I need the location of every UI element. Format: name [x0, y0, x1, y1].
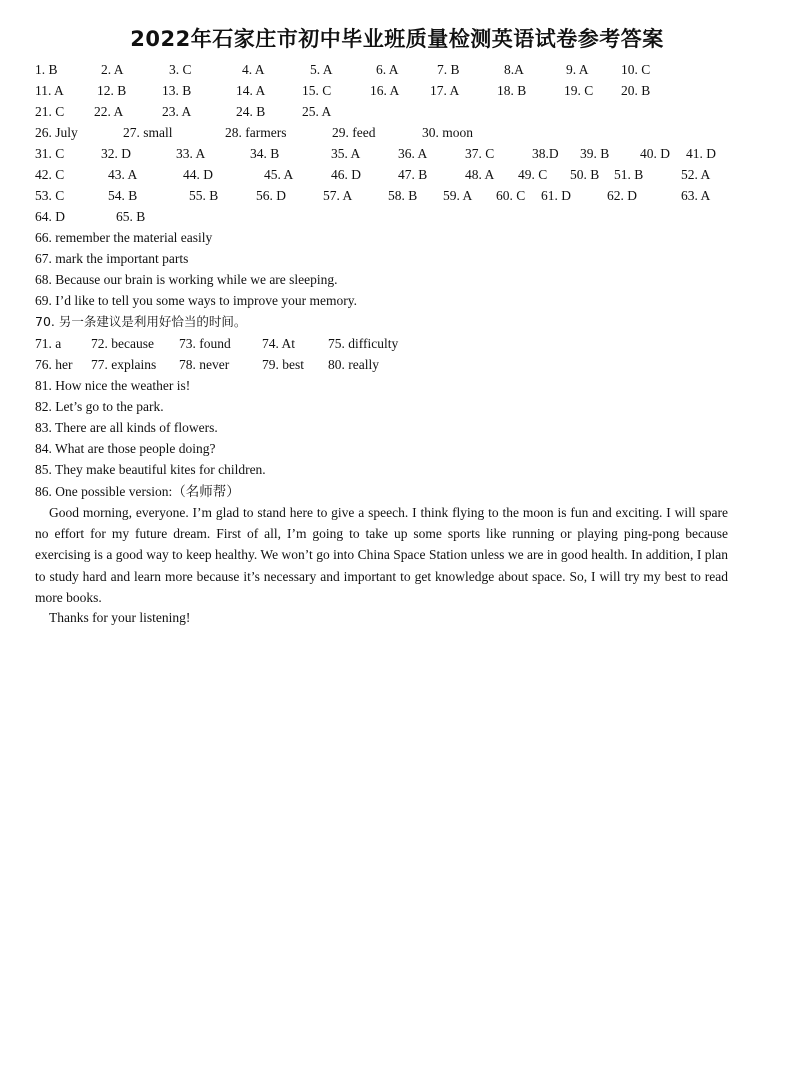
page-title: 2022年石家庄市初中毕业班质量检测英语试卷参考答案: [130, 27, 664, 51]
answer-item: 47. B: [398, 167, 428, 182]
answer-item: 79. best: [262, 357, 304, 372]
answer-item: 30. moon: [422, 125, 474, 140]
answer-item: 14. A: [236, 83, 266, 98]
answer-item: 38.D: [532, 146, 559, 161]
answer-item: 4. A: [242, 62, 265, 77]
answer-item: 54. B: [108, 188, 138, 203]
answer-item: 23. A: [162, 104, 192, 119]
answer-item: 19. C: [564, 83, 594, 98]
answer-item: 42. C: [35, 167, 65, 182]
answer-item: 20. B: [621, 83, 651, 98]
answer-item: 37. C: [465, 146, 495, 161]
answer-item: 80. really: [328, 357, 379, 372]
answer-item: 34. B: [250, 146, 280, 161]
answer-item: 17. A: [430, 83, 460, 98]
answer-row: [0, 354, 794, 375]
answer-row: [0, 206, 794, 227]
answer-item: 74. At: [262, 336, 296, 351]
answer-row: [0, 164, 794, 185]
answer-item: 3. C: [169, 62, 192, 77]
answer-item: 11. A: [35, 83, 64, 98]
answer-item: 31. C: [35, 146, 65, 161]
answer-item: 78. never: [179, 357, 230, 372]
answer-item: 15. C: [302, 83, 332, 98]
answer-item: 64. D: [35, 209, 65, 224]
answer-item: 46. D: [331, 167, 361, 182]
answer-item: 60. C: [496, 188, 526, 203]
answer-item: 10. C: [621, 62, 651, 77]
answer-item: 40. D: [640, 146, 670, 161]
answer-item: 61. D: [541, 188, 571, 203]
answer-item: 12. B: [97, 83, 127, 98]
answer-item: 49. C: [518, 167, 548, 182]
answer-item: 62. D: [607, 188, 637, 203]
answer-line: 67. mark the important parts: [35, 251, 189, 266]
answer-line: 66. remember the material easily: [35, 230, 213, 245]
answer-item: 2. A: [101, 62, 124, 77]
answer-item: 8.A: [504, 62, 524, 77]
answer-item: 35. A: [331, 146, 361, 161]
answer-item: 73. found: [179, 336, 231, 351]
answer-line: 85. They make beautiful kites for children.: [35, 462, 266, 477]
essay-closing: Thanks for your listening!: [49, 610, 191, 625]
answer-line: 82. Let’s go to the park.: [35, 399, 164, 414]
answer-item: 6. A: [376, 62, 399, 77]
answer-item: 52. A: [681, 167, 711, 182]
answer-item: 1. B: [35, 62, 58, 77]
answer-line: 81. How nice the weather is!: [35, 378, 191, 393]
answer-item: 26. July: [35, 125, 78, 140]
answer-item: 71. a: [35, 336, 62, 351]
answer-item: 63. A: [681, 188, 711, 203]
answer-row: [0, 59, 794, 80]
answer-item: 45. A: [264, 167, 294, 182]
answer-row: [0, 80, 794, 101]
answer-line: 70. 另一条建议是利用好恰当的时间。: [35, 314, 247, 329]
answer-item: 77. explains: [91, 357, 157, 372]
answer-item: 57. A: [323, 188, 353, 203]
answer-line: 86. One possible version:（名师帮）: [35, 484, 240, 499]
answer-item: 7. B: [437, 62, 460, 77]
answer-item: 18. B: [497, 83, 527, 98]
answer-item: 36. A: [398, 146, 428, 161]
answer-line: 83. There are all kinds of flowers.: [35, 420, 218, 435]
answer-item: 39. B: [580, 146, 610, 161]
answer-item: 29. feed: [332, 125, 376, 140]
answer-item: 43. A: [108, 167, 138, 182]
answer-item: 72. because: [91, 336, 154, 351]
answer-row: [0, 185, 794, 206]
answer-item: 53. C: [35, 188, 65, 203]
answer-item: 59. A: [443, 188, 473, 203]
answer-line: 84. What are those people doing?: [35, 441, 216, 456]
answer-item: 24. B: [236, 104, 266, 119]
answer-item: 9. A: [566, 62, 589, 77]
answer-item: 65. B: [116, 209, 146, 224]
answer-item: 27. small: [123, 125, 173, 140]
answer-item: 33. A: [176, 146, 206, 161]
answer-item: 25. A: [302, 104, 332, 119]
answer-item: 13. B: [162, 83, 192, 98]
answer-item: 75. difficulty: [328, 336, 399, 351]
answer-item: 32. D: [101, 146, 131, 161]
answer-item: 16. A: [370, 83, 400, 98]
answer-row: [0, 122, 794, 143]
answer-line: 68. Because our brain is working while we are sleeping.: [35, 272, 338, 287]
answer-item: 55. B: [189, 188, 219, 203]
essay-paragraph: Good morning, everyone. I’m glad to stand here to give a speech. I think flying to the moon is fun and exciting. I will spare no effort for my future dream. First of all, I’m going to take up some sports like running or playing ping-pong because exercising is a good way to keep healthy. We won’t go into China Space Station unless we are in good health. In addition, I plan to study hard and learn more because it’s necessary and important to get knowledge about space. So, I will try my best to read more books.: [35, 505, 728, 605]
answer-item: 56. D: [256, 188, 286, 203]
answer-row: [0, 333, 794, 354]
answer-item: 50. B: [570, 167, 600, 182]
answer-item: 5. A: [310, 62, 333, 77]
answer-item: 21. C: [35, 104, 65, 119]
answer-row: [0, 143, 794, 164]
answer-item: 28. farmers: [225, 125, 287, 140]
answer-line: 69. I’d like to tell you some ways to improve your memory.: [35, 293, 357, 308]
answer-item: 48. A: [465, 167, 495, 182]
answer-item: 44. D: [183, 167, 213, 182]
answer-item: 58. B: [388, 188, 418, 203]
answer-item: 41. D: [686, 146, 716, 161]
answer-row: [0, 101, 794, 122]
answer-item: 76. her: [35, 357, 73, 372]
answer-item: 51. B: [614, 167, 644, 182]
answer-item: 22. A: [94, 104, 124, 119]
